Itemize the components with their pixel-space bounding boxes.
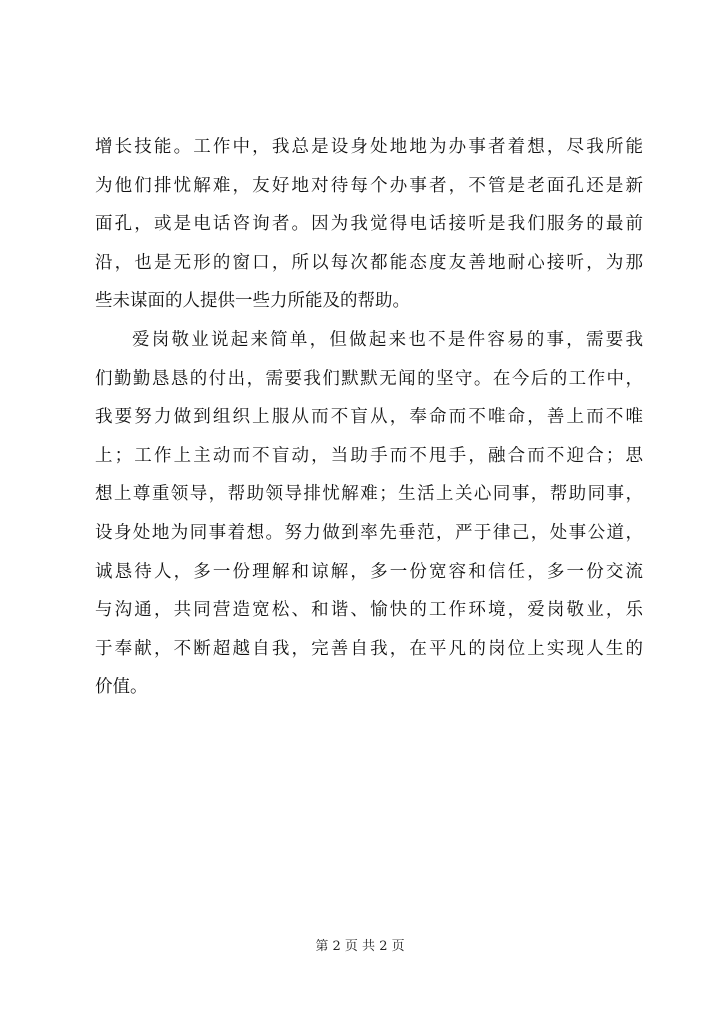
paragraph-line: 增长技能。工作中，我总是设身处地地为办事者着想，尽我所能	[95, 137, 643, 157]
paragraph-line: 面孔，或是电话咨询者。因为我觉得电话接听是我们服务的最前	[95, 214, 643, 235]
paragraph-line: 与沟通，共同营造宽松、和谐、愉快的工作环境，爱岗敬业，乐	[95, 600, 643, 621]
paragraph-line: 于奉献，不断超越自我，完善自我，在平凡的岗位上实现人生的	[95, 638, 643, 659]
paragraph-2	[95, 321, 643, 707]
paragraph-1	[95, 128, 643, 321]
paragraph-line: 设身处地为同事着想。努力做到率先垂范，严于律己，处事公道，	[95, 522, 643, 543]
paragraph-line: 爱岗敬业说起来简单，但做起来也不是件容易的事，需要我	[132, 329, 643, 350]
paragraph-line: 些未谋面的人提供一些力所能及的帮助。	[95, 291, 410, 312]
paragraph-line: 们勤勤恳恳的付出，需要我们默默无闻的坚守。在今后的工作中，	[95, 368, 643, 389]
paragraph-line: 沿，也是无形的窗口，所以每次都能态度友善地耐心接听，为那	[95, 252, 643, 273]
paragraph-line: 为他们排忧解难，友好地对待每个办事者，不管是老面孔还是新	[95, 175, 643, 196]
page-number-footer: 第 2 页 共 2 页	[315, 939, 405, 954]
paragraph-line: 诚恳待人，多一份理解和谅解，多一份宽容和信任，多一份交流	[95, 561, 643, 582]
paragraph-line: 价值。	[95, 677, 148, 698]
body-text	[95, 128, 643, 707]
paragraph-line: 上；工作上主动而不盲动，当助手而不甩手，融合而不迎合；思	[95, 445, 643, 466]
paragraph-line: 我要努力做到组织上服从而不盲从，奉命而不唯命，善上而不唯	[95, 407, 643, 428]
paragraph-line: 想上尊重领导，帮助领导排忧解难；生活上关心同事，帮助同事，	[95, 484, 643, 505]
